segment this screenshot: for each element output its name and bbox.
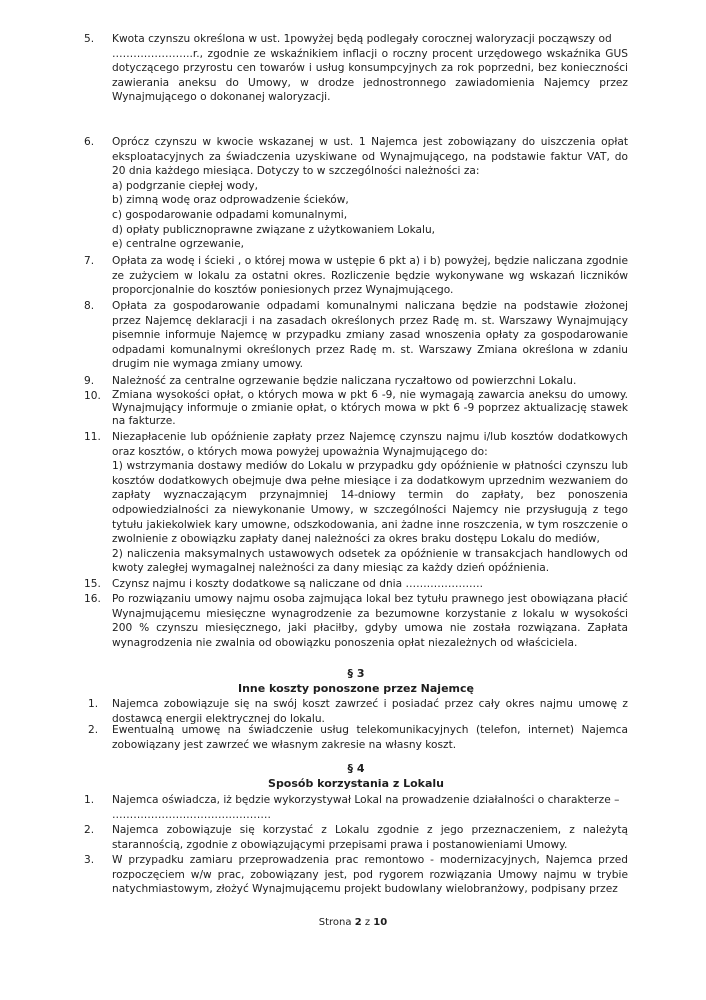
clause-text: Oprócz czynszu w kwocie wskazanej w ust. 1 Najemca jest zobowiązany do uiszczenia opłat eksploatacyjnych za świadczenia uzyskiwane od Wynajmującego, na podstawie faktur VAT, do 20 dnia każdego miesiąca. Dotyczy to w szczególności należności za: xyxy=(112,136,628,178)
list-item: a) podgrzanie ciepłej wody, xyxy=(112,179,258,192)
footer-prefix: Strona xyxy=(318,917,352,928)
clause-text: Czynsz najmu i koszty dodatkowe są naliczane od dnia …………………. xyxy=(112,578,484,590)
footer-separator: z xyxy=(364,917,371,928)
section-4-sign: § 4 xyxy=(347,762,365,775)
clause-text: Opłata za wodę i ścieki , o której mowa w ustępie 6 pkt a) i b) powyżej, będzie naliczana zgodnie ze zużyciem w lokalu za ostatni okres. Rozliczenie będzie wykonywane wg wskazań liczników proporcjonalnie do kosztów poniesionych przez Wynajmującego. xyxy=(112,255,628,297)
list-item: d) opłaty publicznoprawne związane z użytkowaniem Lokalu, xyxy=(112,223,436,236)
section-3-title: Inne koszty ponoszone przez Najemcę xyxy=(238,682,474,695)
clause-text: Kwota czynszu określona w ust. 1powyżej będą podlegały corocznej waloryzacji począwszy od xyxy=(112,33,612,45)
clause-number: 11. xyxy=(84,431,101,443)
clause-number: 10. xyxy=(84,390,101,402)
clause-number: 2. xyxy=(88,724,99,736)
clause-text: Ewentualną umowę na świadczenie usług telekomunikacyjnych (telefon, internet) Najemca zobowiązany jest zawrzeć we własnym zakresie na własny koszt. xyxy=(112,724,628,751)
clause-text: Niezapłacenie lub opóźnienie zapłaty przez Najemcę czynszu najmu i/lub kosztów dodatkowych oraz kosztów, o których mowa powyżej upoważnia Wynajmującego do: xyxy=(112,431,628,458)
clause-10 xyxy=(84,389,628,428)
section-3-clause-1 xyxy=(84,697,628,726)
clause-number: 5. xyxy=(84,33,95,45)
clause-number: 3. xyxy=(84,854,95,866)
clause-11 xyxy=(84,430,628,576)
section-3-sign: § 3 xyxy=(347,667,365,680)
clause-text: Najemca zobowiązuje się korzystać z Lokalu zgodnie z jego przeznaczeniem, z należytą starannością, zgodnie z obowiązującymi przepisami prawa i postanowieniami Umowy. xyxy=(112,824,628,851)
list-item: c) gospodarowanie odpadami komunalnymi, xyxy=(112,208,348,221)
list-item: 2) naliczenia maksymalnych ustawowych odsetek za opóźnienie w transakcjach handlowych od kwoty zaległej wymagalnej należności za dany miesiąc za każdy dzień opóźnienia. xyxy=(112,547,628,575)
clause-text: W przypadku zamiaru przeprowadzenia prac remontowo - modernizacyjnych, Najemca przed rozpoczęciem w/w prac, zobowiązany jest, pod rygorem rozwiązania Umowy najmu w trybie natychmiastowym, złożyć Wynajmującemu projekt budowlany wielobranżowy, podpisany przez xyxy=(112,854,628,896)
clause-7 xyxy=(84,254,628,298)
clause-number: 15. xyxy=(84,578,101,590)
clause-text: Opłata za gospodarowanie odpadami komunalnymi naliczana będzie na podstawie złożonej przez Najemcę deklaracji i na zasadach określonych przez Radę m. st. Warszawy Wynajmujący pisemnie informuje Najemcę w przypadku zmiany zasad wnoszenia opłaty za gospodarowanie odpadami komunalnymi określonych przez Radę m. st. Warszawy Zmiana określona w zdaniu drugim nie wymaga zmiany umowy. xyxy=(112,300,628,371)
section-4-clause-3 xyxy=(84,853,628,897)
total-page-count: 10 xyxy=(373,917,388,928)
list-item: e) centralne ogrzewanie, xyxy=(112,238,244,251)
clause-number: 1. xyxy=(88,698,99,710)
clause-16 xyxy=(84,592,628,650)
section-3-clause-2 xyxy=(84,723,628,752)
list-item: b) zimną wodę oraz odprowadzenie ścieków, xyxy=(112,194,349,207)
section-4-clause-2 xyxy=(84,823,628,852)
clause-number: 1. xyxy=(84,794,95,806)
section-4-title: Sposób korzystania z Lokalu xyxy=(268,777,444,790)
clause-5 xyxy=(84,32,628,105)
clause-number: 16. xyxy=(84,593,101,605)
clause-8 xyxy=(84,299,628,372)
clause-number: 6. xyxy=(84,136,95,148)
clause-15 xyxy=(84,577,628,592)
clause-text: Najemca zobowiązuje się na swój koszt zawrzeć i posiadać przez cały okres najmu umowę z dostawcą energii elektrycznej do lokalu. xyxy=(112,698,628,725)
section-4-clause-1 xyxy=(84,793,628,822)
blank-field: ……………………………………… xyxy=(112,808,271,821)
clause-text: …………………..r., zgodnie ze wskaźnikiem inflacji o roczny procent urzędowego wskaźnika GUS dotyczącego przyrostu cen towarów i usług konsumpcyjnych za rok poprzedni, bez konieczności zawierania aneksu do Umowy, w drodze jednostronnego zawiadomienia Najemcy przez Wynajmującego o dokonanej waloryzacji. xyxy=(112,47,628,104)
clause-9 xyxy=(84,374,628,389)
clause-text: Zmiana wysokości opłat, o których mowa w pkt 6 -9, nie wymagają zawarcia aneksu do umowy. Wynajmujący informuje o zmianie opłat, o których mowa w pkt 6 -9 poprzez aktualizację stawek na fakturze. xyxy=(112,389,628,427)
current-page-number: 2 xyxy=(354,917,362,928)
clause-number: 7. xyxy=(84,255,95,267)
list-item: 1) wstrzymania dostawy mediów do Lokalu w przypadku gdy opóźnienie w płatności czynszu lub kosztów dodatkowych obejmuje dwa pełne miesiące i za dodatkowym uprzednim wezwaniem do zapłaty wyznaczającym przynajmniej 14-dniowy termin do zapłaty, bez ponoszenia odpowiedzialności za niewykonanie Umowy, w szczególności Najemcy nie przysługują z tego tytułu jakiekolwiek kary umowne, odszkodowania, ani żadne inne roszczenia, w tym roszczenie o zwolnienie z obowiązku zapłaty danej należności za okres braku dostępu Lokalu do mediów, xyxy=(112,460,628,546)
clause-text: Należność za centralne ogrzewanie będzie naliczana ryczałtowo od powierzchni Lokalu. xyxy=(112,375,577,387)
clause-number: 2. xyxy=(84,824,95,836)
clause-6 xyxy=(84,135,628,252)
clause-number: 9. xyxy=(84,375,95,387)
page-footer xyxy=(0,916,706,931)
clause-number: 8. xyxy=(84,300,95,312)
clause-text: Najemca oświadcza, iż będzie wykorzystywał Lokal na prowadzenie działalności o charakterze – xyxy=(112,794,620,806)
clause-text: Po rozwiązaniu umowy najmu osoba zajmująca lokal bez tytułu prawnego jest obowiązana płacić Wynajmującemu miesięczne wynagrodzenie za bezumowne korzystanie z lokalu w wysokości 200 % czynszu miesięcznego, jaki płaciłby, gdyby umowa nie została rozwiązana. Zapłata wynagrodzenia nie zwalnia od obowiązku ponoszenia opłat niezależnych od właściciela. xyxy=(112,593,628,649)
